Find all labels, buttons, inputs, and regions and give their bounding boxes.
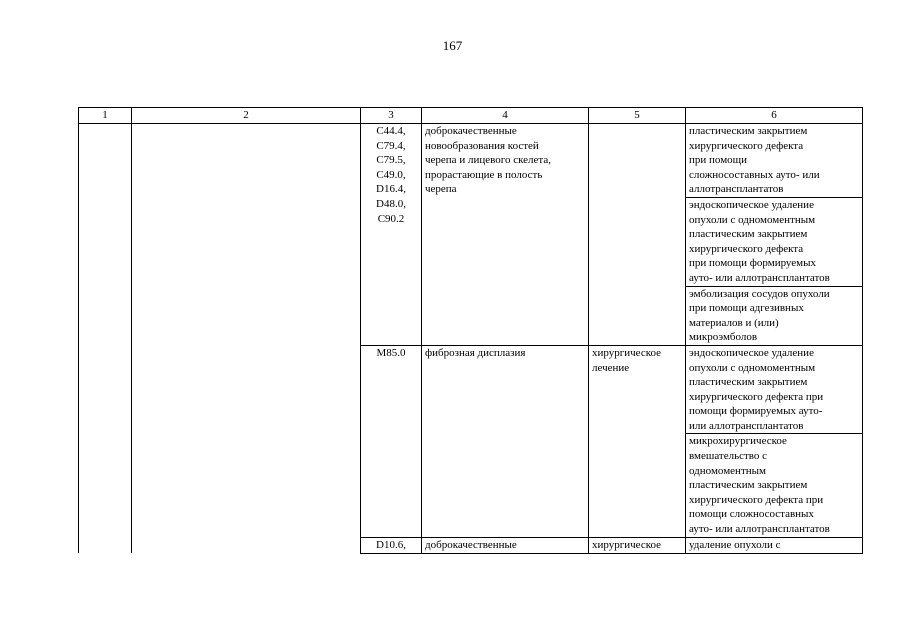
page-number: 167	[442, 38, 463, 53]
column-header-3: 3	[361, 108, 422, 124]
column-header-4: 4	[422, 108, 589, 124]
diagnosis-codes: D10.6,	[361, 537, 422, 553]
treatment-method: микрохирургическое вмешательство с одномоментным пластическим закрытием хирургического дефекта при помощи сложносоставных ауто- или аллотрансплантатов	[686, 434, 863, 537]
treatment-method: удаление опухоли с	[686, 537, 863, 553]
treatment-type	[589, 124, 686, 346]
diagnosis-codes: M85.0	[361, 345, 422, 537]
column-header-6: 6	[686, 108, 863, 124]
column-2-cell	[132, 124, 361, 554]
table-header-row	[79, 108, 863, 124]
diagnosis-codes: C44.4, C79.4, C79.5, C49.0, D16.4, D48.0, C90.2	[361, 124, 422, 346]
treatment-type: хирургическое	[589, 537, 686, 553]
diagnosis-description: фиброзная дисплазия	[422, 345, 589, 537]
column-header-1: 1	[79, 108, 132, 124]
column-1-cell	[79, 124, 132, 554]
treatment-method: эмболизация сосудов опухоли при помощи адгезивных материалов и (или) микроэмболов	[686, 286, 863, 345]
treatment-method: эндоскопическое удаление опухоли с одномоментным пластическим закрытием хирургического дефекта при помощи формируемых ауто- или аллотрансплантатов	[686, 345, 863, 434]
treatment-method: эндоскопическое удаление опухоли с одномоментным пластическим закрытием хирургического дефекта при помощи формируемых ауто- или аллотрансплантатов	[686, 197, 863, 286]
column-header-5: 5	[589, 108, 686, 124]
diagnosis-description: доброкачественные	[422, 537, 589, 553]
treatment-type: хирургическое лечение	[589, 345, 686, 537]
medical-procedures-table	[78, 107, 863, 554]
treatment-method: пластическим закрытием хирургического дефекта при помощи сложносоставных ауто- или аллотрансплантатов	[686, 124, 863, 198]
diagnosis-description: доброкачественные новообразования костей черепа и лицевого скелета, прорастающие в полость черепа	[422, 124, 589, 346]
table-row	[79, 124, 863, 198]
column-header-2: 2	[132, 108, 361, 124]
